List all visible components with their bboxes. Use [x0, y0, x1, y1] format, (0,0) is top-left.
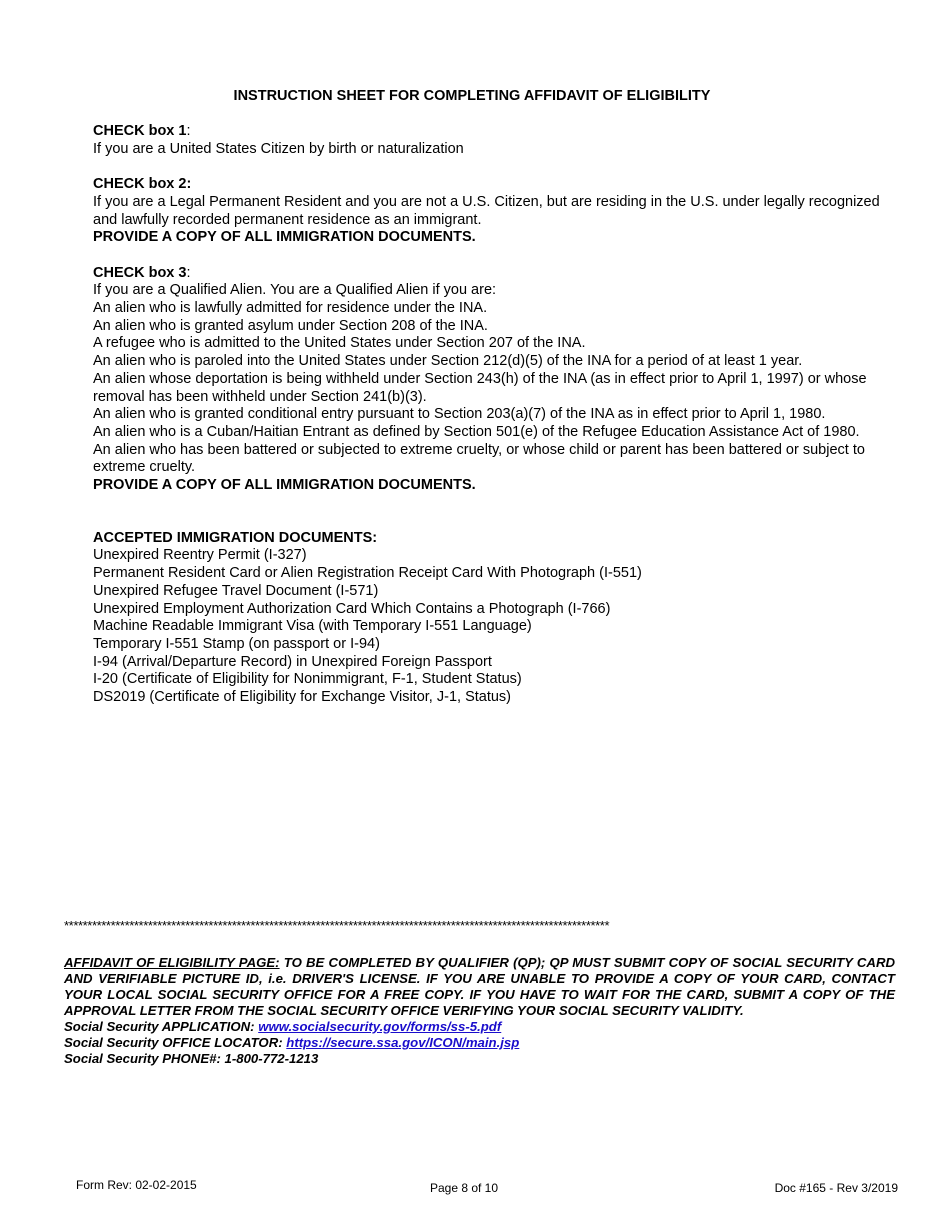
ss-locator-line: [64, 1035, 895, 1051]
box2-heading: CHECK box 2:: [93, 176, 192, 193]
box3-intro: If you are a Qualified Alien. You are a Qualified Alien if you are:: [93, 282, 497, 299]
accepted-document-item: Unexpired Reentry Permit (I-327): [93, 547, 307, 564]
accepted-document-item: Temporary I-551 Stamp (on passport or I-94): [93, 635, 380, 652]
box3-heading-line: [93, 265, 883, 283]
accepted-document-item: Permanent Resident Card or Alien Registration Receipt Card With Photograph (I-551): [93, 565, 642, 582]
box3-provide-notice: PROVIDE A COPY OF ALL IMMIGRATION DOCUMENTS.: [93, 477, 476, 494]
box3-heading: CHECK box 3: [93, 264, 187, 281]
box1-text: If you are a United States Citizen by birth or naturalization: [93, 140, 464, 157]
accepted-document-item: DS2019 (Certificate of Eligibility for Exchange Visitor, J-1, Status): [93, 689, 512, 706]
footer-form-rev: Form Rev: 02-02-2015: [76, 1178, 197, 1192]
accepted-document-item: I-94 (Arrival/Departure Record) in Unexpired Foreign Passport: [93, 653, 492, 670]
box3-item: A refugee who is admitted to the United States under Section 207 of the INA.: [93, 335, 586, 352]
ss-phone-line: Social Security PHONE#: 1-800-772-1213: [64, 1051, 319, 1066]
accepted-document-item: Machine Readable Immigrant Visa (with Temporary I-551 Language): [93, 618, 532, 635]
affidavit-notice: [64, 955, 895, 1067]
ss-application-link[interactable]: www.socialsecurity.gov/forms/ss-5.pdf: [258, 1019, 502, 1034]
footer-page-number: Page 8 of 10: [429, 1181, 499, 1195]
ss-locator-label: Social Security OFFICE LOCATOR:: [64, 1035, 287, 1050]
box2-section: [93, 176, 883, 247]
box3-item: An alien who is lawfully admitted for residence under the INA.: [93, 300, 488, 316]
asterisk-separator: *********************************************************************************************************************: [64, 918, 610, 933]
box2-provide-notice: PROVIDE A COPY OF ALL IMMIGRATION DOCUMENTS.: [93, 229, 476, 246]
box3-colon: :: [186, 264, 191, 281]
accepted-document-item: Unexpired Refugee Travel Document (I-571): [93, 582, 379, 599]
box3-item: An alien who is granted asylum under Section 208 of the INA.: [93, 317, 488, 334]
accepted-document-item: Unexpired Employment Authorization Card Which Contains a Photograph (I-766): [93, 600, 611, 617]
box3-section: [93, 265, 883, 495]
box1-heading: CHECK box 1: [93, 123, 187, 139]
accepted-document-item: I-20 (Certificate of Eligibility for Nonimmigrant, F-1, Student Status): [93, 671, 522, 688]
box3-item: An alien who is a Cuban/Haitian Entrant as defined by Section 501(e) of the Refugee Education Assistance Act of 1980.: [93, 423, 860, 440]
box1-heading-line: [93, 123, 883, 141]
box3-item: An alien who is paroled into the United States under Section 212(d)(5) of the INA for a period of at least 1 year.: [93, 353, 803, 370]
ss-application-label: Social Security APPLICATION:: [64, 1019, 259, 1034]
ss-application-line: [64, 1019, 895, 1035]
instructions-body: [93, 123, 883, 707]
ss-locator-link[interactable]: https://secure.ssa.gov/ICON/main.jsp: [286, 1035, 520, 1050]
box3-item: An alien whose deportation is being withheld under Section 243(h) of the INA (as in effect prior to April 1, 1997) or whose removal has been withheld under Section 241(b)(3).: [93, 370, 867, 405]
affidavit-text: TO BE COMPLETED BY QUALIFIER (QP); QP MUST SUBMIT COPY OF SOCIAL SECURITY CARD AND VERIFIABLE PICTURE ID, i.e. DRIVER'S LICENSE. IF YOU ARE UNABLE TO PROVIDE A COPY OF YOUR CARD, CONTACT YOUR LOCAL SOCIAL SECURITY OFFICE FOR A FREE COPY. IF YOU HAVE TO WAIT FOR THE CARD, SUBMIT A COPY OF THE APPROVAL LETTER FROM THE SOCIAL SECURITY OFFICE VERIFYING YOUR SOCIAL SECURITY VALIDITY.: [64, 955, 895, 1018]
accepted-documents-heading: ACCEPTED IMMIGRATION DOCUMENTS:: [93, 529, 378, 546]
box1-section: [93, 123, 883, 158]
document-title: INSTRUCTION SHEET FOR COMPLETING AFFIDAVIT OF ELIGIBILITY: [233, 88, 711, 104]
box3-item: An alien who is granted conditional entry pursuant to Section 203(a)(7) of the INA as in effect prior to April 1, 1980.: [93, 406, 826, 423]
affidavit-paragraph: [64, 955, 895, 1019]
footer-doc-number: Doc #165 - Rev 3/2019: [774, 1181, 898, 1195]
box1-colon: :: [186, 123, 191, 139]
box3-item: An alien who has been battered or subjected to extreme cruelty, or whose child or parent has been battered or subject to extreme cruelty.: [93, 441, 865, 476]
accepted-documents-section: [93, 530, 883, 707]
box2-text: If you are a Legal Permanent Resident and you are not a U.S. Citizen, but are residing in the U.S. under legally recognized and lawfully recorded permanent residence as an immigrant.: [93, 193, 880, 228]
affidavit-label: AFFIDAVIT OF ELIGIBILITY PAGE:: [64, 955, 280, 970]
